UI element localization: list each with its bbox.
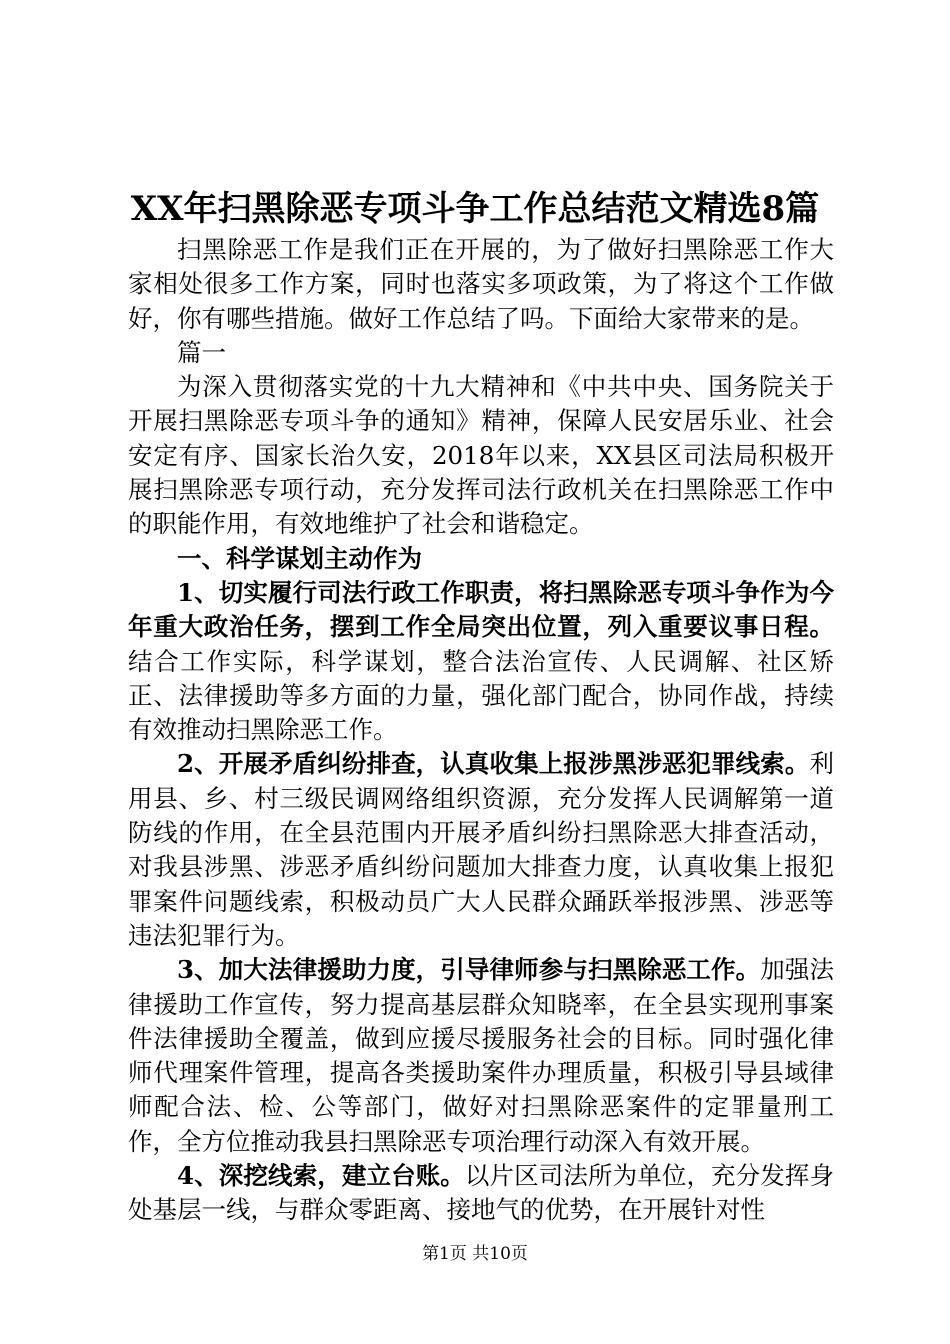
paragraph-lead: 1、切实履行司法行政工作职责，将扫黑除恶专项斗争作为今年重大政治任务，摆到工作全局突出位置，列入重要议事日程。 [128, 577, 834, 642]
section-heading [128, 542, 834, 576]
numbered-paragraph [128, 576, 834, 747]
paragraph-text: 结合工作实际，科学谋划，整合法治宣传、人民调解、社区矫正、法律援助等多方面的力量，强化部门配合，协同作战，持续有效推动扫黑除恶工作。 [128, 646, 834, 745]
paragraph-text: 加强法律援助工作宣传，努力提高基层群众知晓率，在全县实现刑事案件法律援助全覆盖，做到应援尽援服务社会的目标。同时强化律师代理案件管理，提高各类援助案件办理质量，积极引导县域律师配合法、检、公等部门，做好对扫黑除恶案件的定罪量刑工作，全方位推动我县扫黑除恶专项治理行动深入有效开展。 [128, 955, 835, 1156]
document-body [128, 233, 834, 1228]
paragraph-lead: 2、开展矛盾纠纷排查，认真收集上报涉黑涉恶犯罪线索。 [177, 749, 810, 779]
background-paragraph [128, 370, 834, 541]
paragraph-lead: 4、深挖线索，建立台账。 [177, 1161, 465, 1191]
paragraph-lead: 3、加大法律援助力度，引导律师参与扫黑除恶工作。 [177, 955, 761, 985]
page-number-footer: 第1页 共10页 [422, 1244, 528, 1264]
paragraph-text: 扫黑除恶工作是我们正在开展的，为了做好扫黑除恶工作大家相处很多工作方案，同时也落实多项政策，为了将这个工作做好，你有哪些措施。做好工作总结了吗。下面给大家带来的是。 [128, 235, 834, 333]
paragraph-text: 利用县、乡、村三级民调网络组织资源，充分发挥人民调解第一道防线的作用，在全县范围内开展矛盾纠纷扫黑除恶大排查活动，对我县涉黑、涉恶矛盾纠纷问题加大排查力度，认真收集上报犯罪案件问题线索，积极动员广大人民群众踊跃举报涉黑、涉恶等违法犯罪行为。 [128, 749, 834, 950]
section-label [128, 336, 834, 370]
paragraph-text: 以片区司法所为单位，充分发挥身处基层一线，与群众零距离、接地气的优势，在开展针对性 [128, 1161, 835, 1225]
intro-paragraph [128, 233, 834, 336]
numbered-paragraph [128, 747, 834, 953]
numbered-paragraph [128, 953, 834, 1159]
paragraph-text: 为深入贯彻落实党的十九大精神和《中共中央、国务院关于开展扫黑除恶专项斗争的通知》精神，保障人民安居乐业、社会安定有序、国家长治久安，2018年以来，XX县区司法局积极开展扫黑除恶专项行动，充分发挥司法行政机关在扫黑除恶工作中的职能作用，有效地维护了社会和谐稳定。 [128, 372, 834, 539]
paragraph-text: 篇一 [177, 337, 226, 367]
document-title: XX年扫黑除恶专项斗争工作总结范文精选8篇 [130, 189, 820, 229]
numbered-paragraph [128, 1159, 834, 1228]
heading-text: 一、科学谋划主动作为 [177, 543, 422, 573]
